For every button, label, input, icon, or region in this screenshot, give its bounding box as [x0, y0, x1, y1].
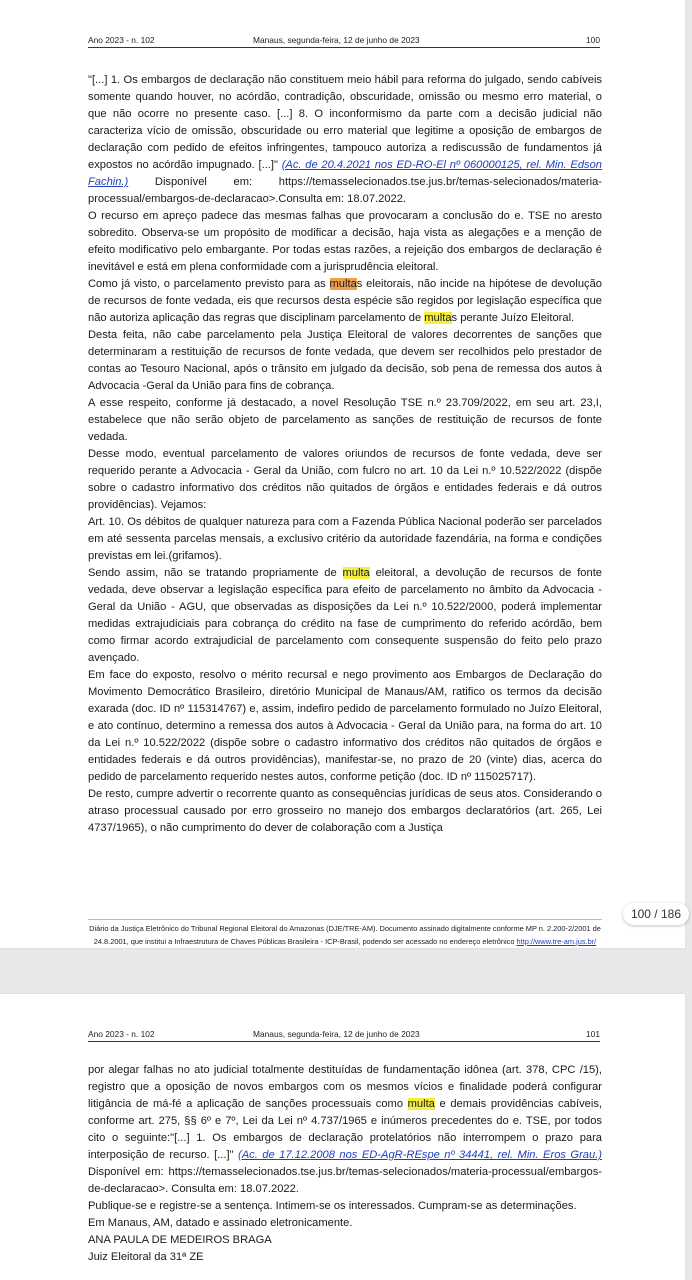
- paragraph: Desta feita, não cabe parcelamento pela Justiça Eleitoral de valores decorrentes de sanções que determinaram a restituição de recursos de fonte vedada, que devem ser recolhidos pelo prestador de contas ao Tesouro Nacional, após o trânsito em julgado da decisão, sob pena de remessa dos autos à Advocacia -Geral da União para fins de cobrança.: [88, 329, 602, 392]
- page-number: 101: [586, 1029, 600, 1039]
- paragraph: Sendo assim, não se tratando propriamente de multa eleitoral, a devolução de recursos de fonte vedada, deve observar a legislação específica para efeito de parcelamento no âmbito da Advocacia - Geral da União - AGU, que observadas as disposições da Lei n.º 10.522/2000, poderá implementar medidas extrajudiciais para cobrança do crédito na fase de cumprimento do referido acórdão, bem como firmar acordo extrajudicial de parcelamento com consequente suspensão do feito pelo prazo avençado.: [88, 567, 602, 664]
- paragraph-quote: "[...] 1. Os embargos de declaração não constituem meio hábil para reforma do julgado, sendo cabíveis somente quando houver, no acórdão, contradição, obscuridade, omissão ou mesmo erro material, o que não ocorre no presente caso. [...] 8. O inconformismo da parte com a decisão judicial não caracteriza vício de omissão, obscuridade ou erro material que legitime a oposição de embargos de declaração com pedido de efeitos infringentes, tampouco autoriza a rediscussão de fundamentos já expostos no acórdão impugnado. [...]" (Ac. de 20.4.2021 nos ED-RO-El nº 060000125, rel. Min. Edson Fachin.) Disponível em: https://temasselecionados.tse.jus.br/temas-selecionados/materia-processual/embargos-de-declaracao>.Consulta em: 18.07.2022.: [88, 74, 603, 205]
- search-highlight-current: multa: [329, 278, 357, 290]
- paragraph: por alegar falhas no ato judicial totalmente destituídas de fundamentação idônea (art. 378, CPC /15), registro que a oposição de novos embargos com os mesmos vícios e finalidade poderá configurar litigância de má-fé a aplicação de sanções processuais como multa e demais providências cabíveis, conforme art. 275, §§ 6º e 7º, Lei da Lei nº 4.737/1965 e inúmeros precedentes do e. TSE, por todos cito o seguinte:"[...] 1. Os embargos de declaração protelatórios não interrompem o prazo para interposição de recurso. [...]" (Ac. de 17.12.2008 nos ED-AgR-REspe nº 34441, rel. Min. Eros Grau.) Disponível em: https://temasselecionados.tse.jus.br/temas-selecionados/materia-processual/embargos-de-declaracao>. Consulta em: 18.07.2022.: [88, 1064, 602, 1195]
- document-body: [88, 1062, 602, 1266]
- page-counter-badge: 100 / 186: [623, 903, 689, 925]
- paragraph: O recurso em apreço padece das mesmas falhas que provocaram a conclusão do e. TSE no aresto sobredito. Observa-se um propósito de modificar a decisão, haja vista as alegações e a menção de efeito modificativo pelo embargante. Por todas estas razões, a rejeição dos embargos de declaração é inevitável e está em plena conformidade com a jurisprudência eleitoral.: [88, 210, 602, 273]
- paragraph: Em face do exposto, resolvo o mérito recursal e nego provimento aos Embargos de Declaração do Movimento Democrático Brasileiro, diretório Municipal de Manaus/AM, ratifico os termos da decisão exarada (doc. ID nº 115314767) e, assim, indefiro pedido de parcelamento formulado no Juízo Eleitoral, e ato contínuo, determino a remessa dos autos à Advocacia - Geral da União para, na forma do art. 10 da Lei n.º 10.522/2022 (dispõe sobre o cadastro informativo dos créditos não quitados de órgãos e entidades federais e dá outros providências), manifestar-se, no prazo de 20 (vinte) dias, acerca do pedido de parcelamento requerido nestes autos, conforme petição (doc. ID nº 115025717).: [88, 669, 602, 783]
- paragraph: Desse modo, eventual parcelamento de valores oriundos de recursos de fonte vedada, deve ser requerido perante a Advocacia - Geral da União, com fulcro no art. 10 da Lei n.º 10.522/2022 (dispõe sobre o cadastro informativo dos créditos não quitados de órgãos e entidades federais e dá outros providências). Vejamos:: [88, 448, 602, 511]
- paragraph: Em Manaus, AM, datado e assinado eletronicamente.: [88, 1217, 353, 1229]
- header-date: Manaus, segunda-feira, 12 de junho de 2023: [253, 1029, 420, 1039]
- search-highlight: multa: [342, 567, 370, 579]
- search-highlight: multa: [407, 1098, 435, 1110]
- signature-name: ANA PAULA DE MEDEIROS BRAGA: [88, 1234, 272, 1246]
- paragraph-law-quote: Art. 10. Os débitos de qualquer natureza para com a Fazenda Pública Nacional poderão ser parcelados em até sessenta parcelas mensais, a exclusivo critério da autoridade fazendária, na forma e condições previstas em lei.(grifamos).: [88, 516, 602, 562]
- issue-number: Ano 2023 - n. 102: [88, 35, 155, 45]
- citation-link[interactable]: (Ac. de 17.12.2008 nos ED-AgR-REspe nº 34441, rel. Min. Eros Grau.): [238, 1149, 602, 1161]
- paragraph: De resto, cumpre advertir o recorrente quanto as consequências jurídicas de seus atos. Considerando o atraso processual causado por erro grosseiro no manejo dos embargos declaratórios (art. 265, Lei 4737/1965), o não cumprimento do dever de colaboração com a Justiça: [88, 788, 602, 834]
- signature-title: Juiz Eleitoral da 31ª ZE: [88, 1251, 204, 1263]
- paragraph: Como já visto, o parcelamento previsto para as multas eleitorais, não incide na hipótese de devolução de recursos de fonte vedada, eis que recursos desta espécie são regidos por legislação específica que não autoriza aplicação das regras que disciplinam parcelamento de multas perante Juízo Eleitoral.: [88, 278, 602, 324]
- header-date: Manaus, segunda-feira, 12 de junho de 2023: [253, 35, 420, 45]
- paragraph: Publique-se e registre-se a sentença. Intimem-se os interessados. Cumpram-se as determinações.: [88, 1200, 577, 1212]
- footer-link[interactable]: http://www.tre-am.jus.br/: [516, 936, 597, 946]
- page-header: [88, 1027, 600, 1042]
- paragraph: A esse respeito, conforme já destacado, a novel Resolução TSE n.º 23.709/2022, em seu art. 23,I, estabelece que não serão objeto de parcelamento as sanções de restituição de recursos de fonte vedada.: [88, 397, 602, 443]
- page-footer: Diário da Justiça Eletrônico do Tribunal Regional Eleitoral do Amazonas (DJE/TRE-AM). Documento assinado digitalmente conforme MP n. 2.200-2/2001 de 24.8.2001, que institui a Infraestrutura de Chaves Públicas Brasileira - ICP-Brasil, podendo ser acessado no endereço eletrônico http://www.tre-am.jus.br/: [88, 919, 602, 948]
- issue-number: Ano 2023 - n. 102: [88, 1029, 155, 1039]
- search-highlight: multa: [424, 312, 452, 324]
- page-number: 100: [586, 35, 600, 45]
- document-page-101: [0, 994, 685, 1280]
- citation-link[interactable]: (Ac. de 20.4.2021 nos ED-RO-El nº 060000125, rel. Min. Edson Fachin.): [88, 159, 603, 188]
- document-body: [88, 72, 602, 837]
- page-header: [88, 33, 600, 48]
